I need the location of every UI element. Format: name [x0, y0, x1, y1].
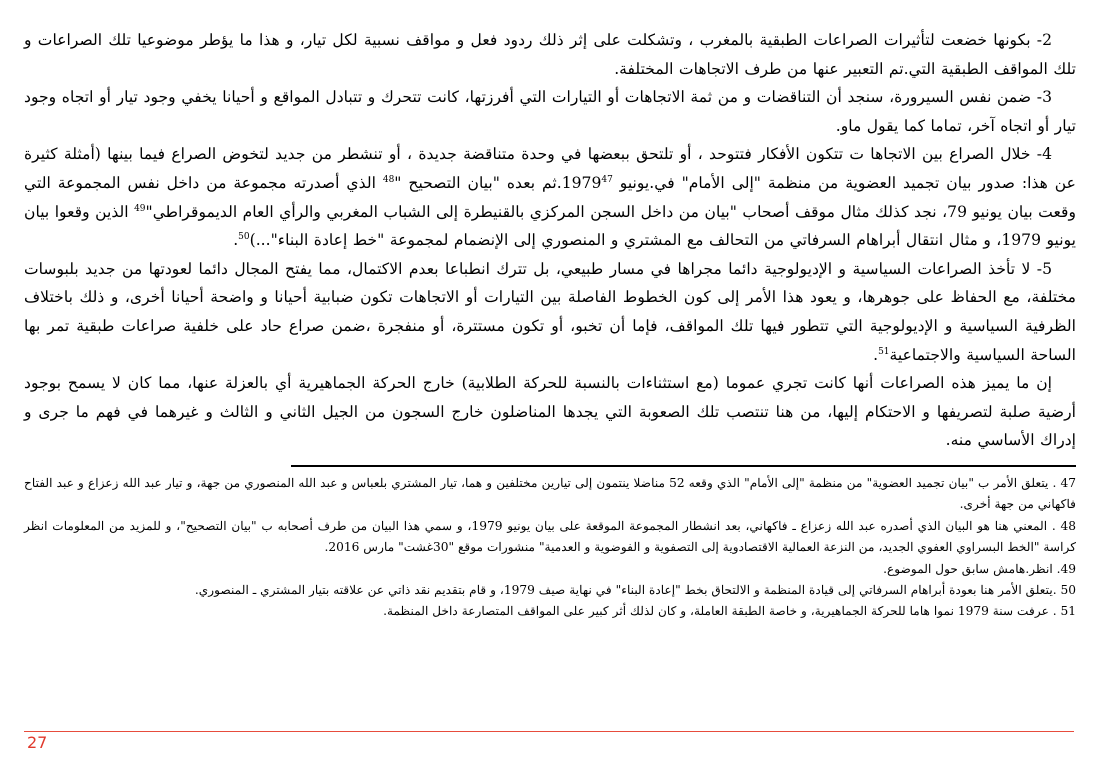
main-body — [24, 26, 1076, 455]
footnote-48: 48 . المعني هنا هو البيان الذي أصدره عبد الله زعزاع ـ فاكهاني، بعد انشطار المجموعة الموقعة على بيان يونيو 1979، و سمي هذا البيان من طرف أصحابه ب "بيان التصحيح"، و للمزيد من المعلومات انظر كراسة "الخط البسراوي العفوي الجديد، من النزعة العمالية الاقتصادوية إلى التصفوية و الفوضوية و العدمية" منشورات موقع "30غشت" مارس 2016. — [24, 518, 1076, 555]
footnote-51: 51 . عرفت سنة 1979 نموا هاما للحركة الجماهيرية، و خاصة الطبقة العاملة، و كان لذلك أثر كبير على المواقف المتصارعة داخل المنظمة. — [383, 604, 1076, 619]
paragraph-4-part-d: الذين وقعوا بيان يونيو 1979، و مثال انتقال أبراهام السرفاتي من التحالف مع المشتري و المنصوري إلى الإنضمام لمجموعة "خط إعادة البناء"...) — [24, 202, 1076, 250]
footnote-49: 49. انظر.هامش سابق حول الموضوع. — [883, 561, 1076, 576]
footer-separator — [24, 731, 1074, 732]
footnote-ref-47[interactable]: 47 — [601, 174, 613, 185]
paragraph-4-part-c: الذي أصدرته مجموعة من داخل نفس المجموعة التي وقعت بيان يونيو 79، نجد كذلك مثال موقف أصحاب "بيان من داخل السجن المركزي بالقنيطرة إلى الشباب المغربي والرأي العام الديموقراطي" — [24, 173, 1077, 221]
paragraph-4-part-a: 4- خلال الصراع بين الاتجاها ت تتكون الأفكار فتتوحد ، أو تلتحق ببعضها في وحدة متناقضة جديدة ، أو تنشطر من جديد لتخوض الصراع فيما بينها (أمثلة كثيرة عن هذا: صدور بيان تجميد العضوية من منظمة "إلى الأمام" في.يونيو 1979 — [24, 145, 1076, 192]
footnotes-section — [24, 473, 1076, 623]
paragraph-2: 2- بكونها خضعت لتأثيرات الصراعات الطبقية بالمغرب ، وتشكلت على إثر ذلك ردود فعل و مواقف نسبية لكل تيار، و هذا ما يؤطر موضوعيا تلك الصراعات و تلك المواقف الطبقية التي.تم التعبير عنها من طرف الاتجاهات المختلفة. — [24, 31, 1076, 78]
footnote-separator — [291, 465, 1076, 467]
paragraph-4-part-b: .ثم بعده "بيان التصحيح " — [394, 173, 562, 192]
paragraph-5-end: . — [873, 345, 879, 364]
footnote-50: 50 .يتعلق الأمر هنا بعودة أبراهام السرفاتي إلى قيادة المنظمة و الالتحاق بخط "إعادة البناء" في نهاية صيف 1979، و قام بتقديم نقد ذاتي عن علاقته بتيار المشتري ـ المنصوري. — [194, 582, 1076, 597]
paragraph-5-text: 5- لا تأخذ الصراعات السياسية و الإديولوجية دائما مجراها في مسار طبيعي، بل تترك انطباعا بعدم الاكتمال، مما يفتح المجال دائما لعودتها من جديد بلبوسات مختلفة، مع الحفاظ على جوهرها، و يعود هذا الأمر إلى كون الخطوط الفاصلة بين التيارات أو الاتجاهات تكون ضبابية أحيانا و واضحة أحيانا أخرى، و ذلك باختلاف الظرفية السياسية و الإديولوجية التي تتطور فيها تلك المواقف، فإما أن تخبو، أو تكون مستترة، أو منفجرة ،ضمن صراع حاد على خلفية صراعات طبقية تمر بها الساحة السياسية والاجتماعية — [24, 259, 1076, 364]
page-number: 27 — [27, 733, 48, 752]
paragraph-4 — [24, 140, 1076, 254]
paragraph-4-part-e: . — [233, 231, 239, 250]
document-page — [24, 26, 1076, 778]
footnote-ref-51[interactable]: 51 — [878, 346, 890, 357]
footnote-47: 47 . يتعلق الأمر ب "بيان تجميد العضوية" من منظمة "إلى الأمام" الذي وقعه 52 مناضلا ينتمون إلى تيارين مختلفين و هما، تيار المشتري بلعباس و عبد الله المنصوري من جهة، و تيار عبد الله زعزاع و عبد الفتاح فاكهاني من جهة أخرى. — [24, 475, 1076, 512]
paragraph-6: إن ما يميز هذه الصراعات أنها كانت تجري عموما (مع استثناءات بالنسبة للحركة الطلابية) خارج الحركة الجماهيرية أي بالعزلة عنها، مما كان لا يسمح بوجود أرضية صلبة لتصريفها و الاحتكام إليها، من هنا تنتصب تلك الصعوبة التي يجدها المناضلون خارج السجون من الجيل الثاني و الثالث و غيرهما في فهم ما جرى و إدراك الأساسي منه. — [24, 374, 1076, 450]
footnote-ref-48[interactable]: 48 — [382, 174, 395, 185]
footnote-ref-50[interactable]: 50 — [238, 231, 250, 242]
paragraph-3: 3- ضمن نفس السيرورة، سنجد أن التناقضات و من ثمة الاتجاهات أو التيارات التي أفرزتها، كانت تتحرك و تتبادل المواقع و أحيانا يخفي وجود تيار أو اتجاه وجود تيار أو اتجاه آخر، تماما كما يقول ماو. — [24, 88, 1076, 135]
paragraph-5 — [24, 255, 1076, 369]
footnote-ref-49[interactable]: 49 — [134, 203, 146, 214]
